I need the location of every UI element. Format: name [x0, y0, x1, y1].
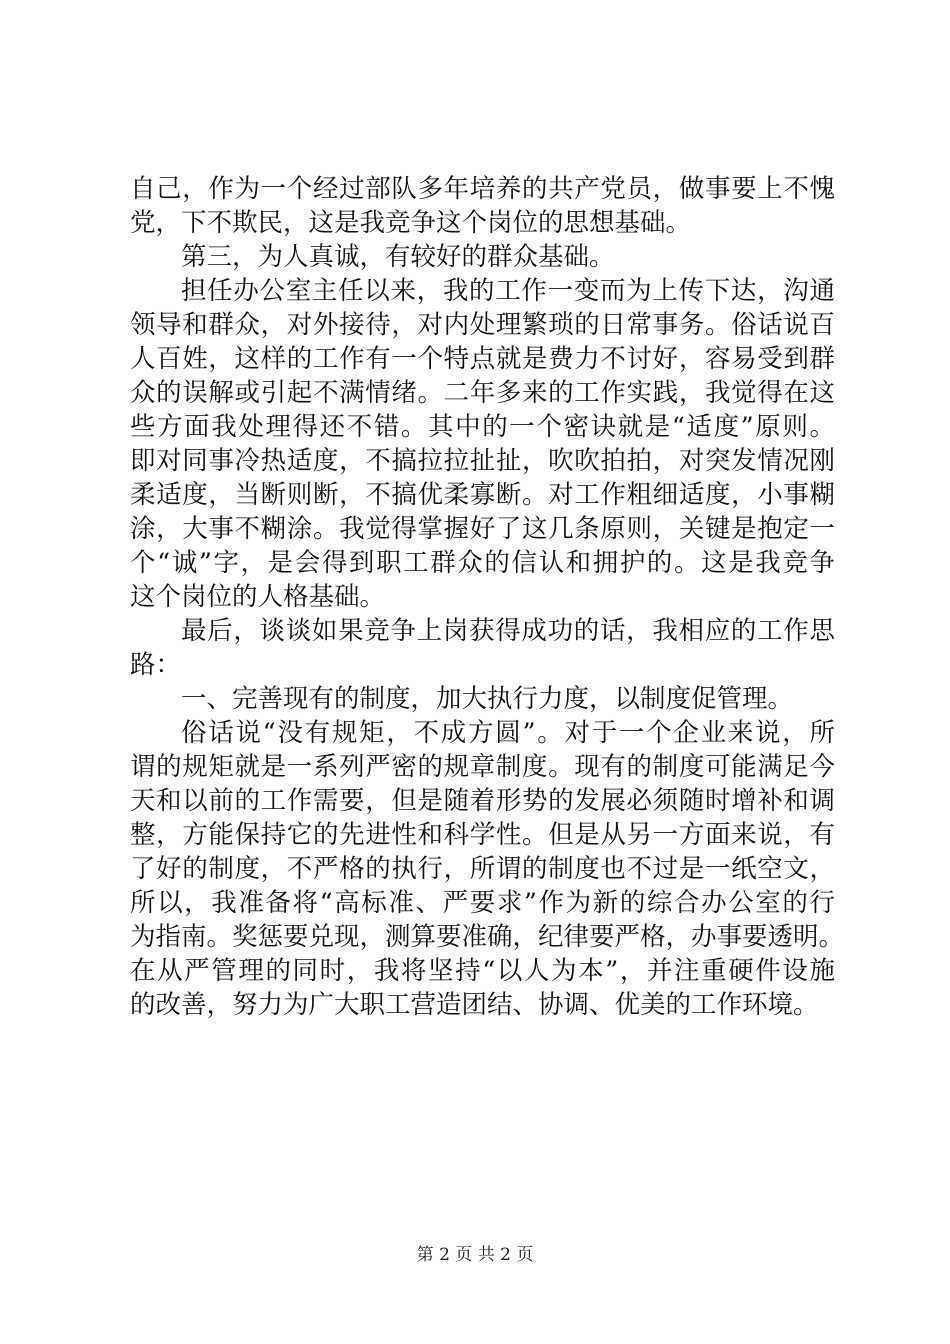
text-line: 这个岗位的人格基础。 [130, 582, 386, 612]
text-line: 整，方能保持它的先进性和科学性。但是从另一方面来说，有 [130, 820, 835, 850]
text-line: 所以，我准备将“高标准、严要求”作为新的综合办公室的行 [130, 888, 835, 918]
text-line: 自己，作为一个经过部队多年培养的共产党员，做事要上不愧 [130, 174, 835, 204]
text-line: 涂，大事不糊涂。我觉得掌握好了这几条原则，关键是抱定一 [130, 514, 835, 544]
text-line: 第三，为人真诚，有较好的群众基础。 [181, 242, 615, 272]
text-line: 为指南。奖惩要兑现，测算要准确，纪律要严格，办事要透明。 [130, 922, 845, 952]
text-line: 即对同事冷热适度，不搞拉拉扯扯，吹吹拍拍，对突发情况刚 [130, 446, 835, 476]
text-line: 众的误解或引起不满情绪。二年多来的工作实践，我觉得在这 [130, 378, 835, 408]
text-line: 了好的制度，不严格的执行，所谓的制度也不过是一纸空文， [130, 854, 835, 884]
text-line: 路： [130, 650, 182, 680]
text-line: 人百姓，这样的工作有一个特点就是费力不讨好，容易受到群 [130, 344, 835, 374]
page-footer: 第 2 页 共 2 页 [416, 1245, 534, 1265]
text-line: 领导和群众，对外接待，对内处理繁琐的日常事务。俗话说百 [130, 310, 835, 340]
text-line: 天和以前的工作需要，但是随着形势的发展必须随时增补和调 [130, 786, 835, 816]
text-line: 的改善，努力为广大职工营造团结、协调、优美的工作环境。 [130, 990, 819, 1020]
text-line: 柔适度，当断则断，不搞优柔寡断。对工作粗细适度，小事糊 [130, 480, 835, 510]
text-line: 党，下不欺民，这是我竞争这个岗位的思想基础。 [130, 208, 692, 238]
text-line: 些方面我处理得还不错。其中的一个密诀就是“适度”原则。 [130, 412, 835, 442]
text-line: 个“诚”字，是会得到职工群众的信认和拥护的。这是我竞争 [130, 548, 835, 578]
body-text [130, 172, 845, 1022]
text-line: 一、完善现有的制度，加大执行力度，以制度促管理。 [181, 684, 794, 714]
text-line: 谓的规矩就是一系列严密的规章制度。现有的制度可能满足今 [130, 752, 835, 782]
text-line: 在从严管理的同时，我将坚持“以人为本”，并注重硬件设施 [130, 956, 835, 986]
text-line: 担任办公室主任以来，我的工作一变而为上传下达，沟通 [181, 276, 835, 306]
text-line: 最后，谈谈如果竞争上岗获得成功的话，我相应的工作思 [181, 616, 835, 646]
text-line: 俗话说“没有规矩，不成方圆”。对于一个企业来说，所 [181, 718, 835, 748]
